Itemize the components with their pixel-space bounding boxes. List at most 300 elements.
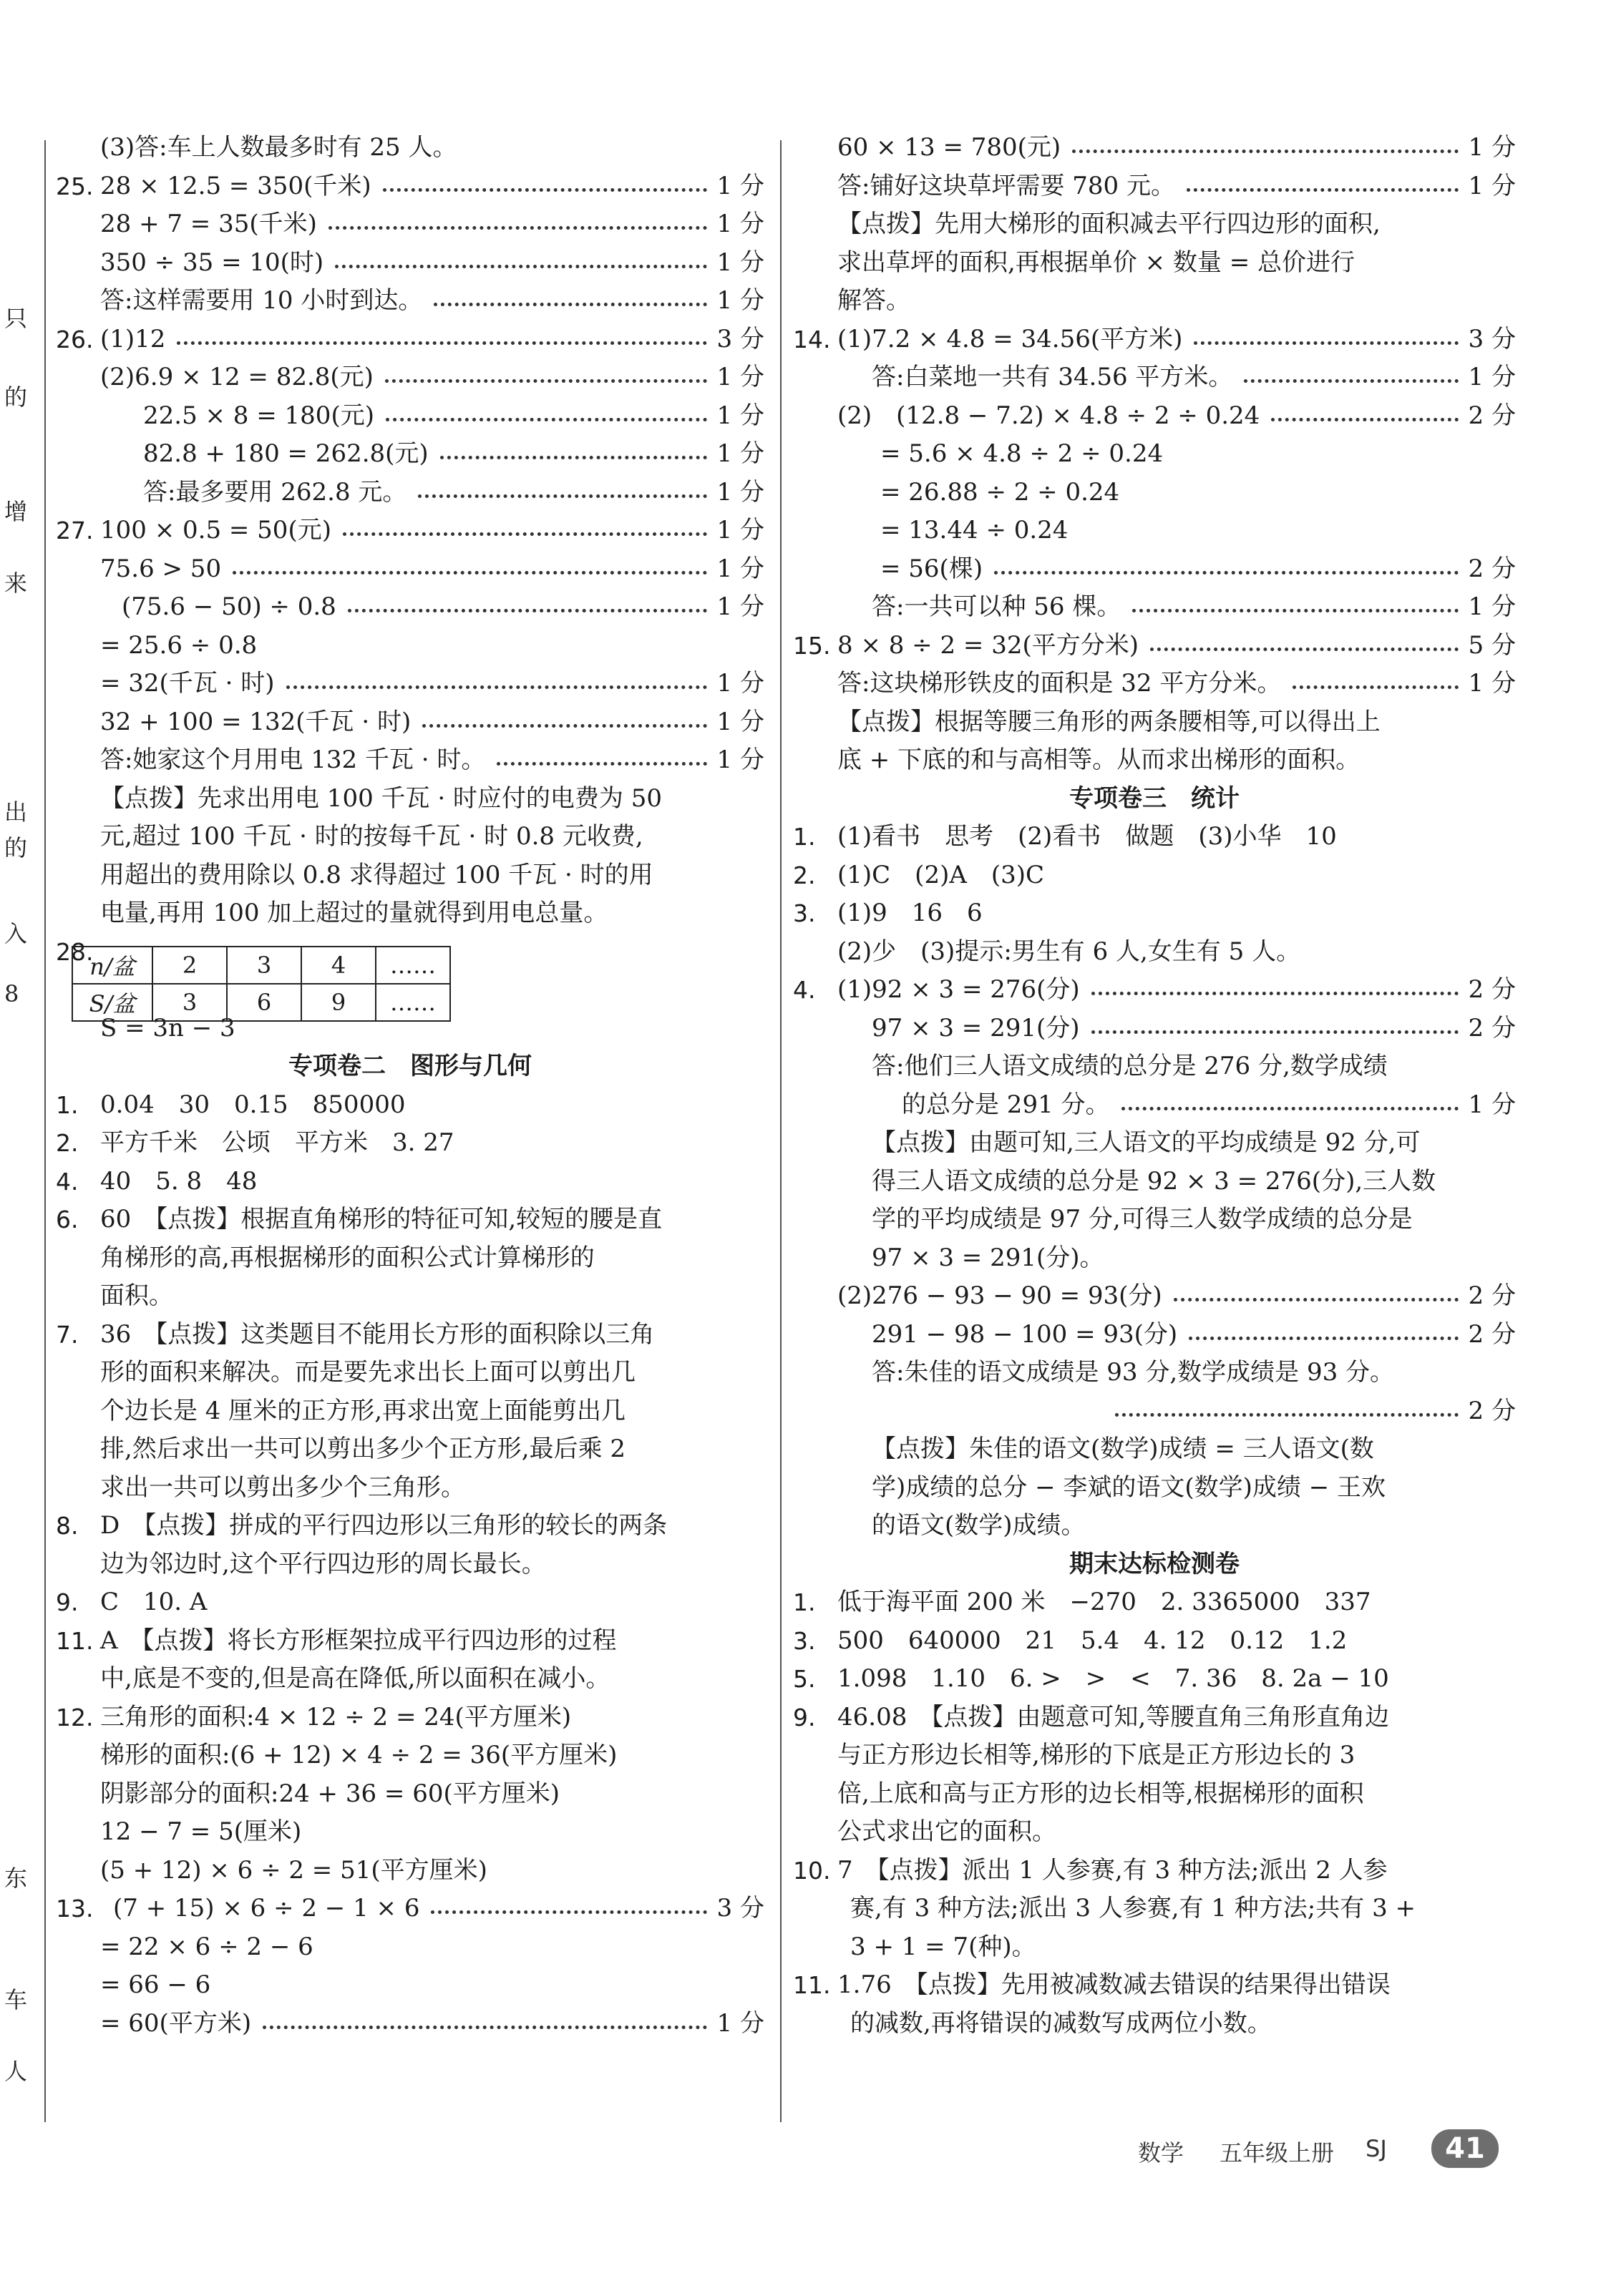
- answer-line: [56, 894, 764, 933]
- answer-line: [56, 1545, 764, 1584]
- answer-line: [793, 1966, 1516, 2005]
- score-label: 1 分: [716, 286, 764, 315]
- answer-text: 答:朱佳的语文成绩是 93 分,数学成绩是 93 分。: [872, 1358, 1395, 1387]
- section-heading: 专项卷二 图形与几何: [288, 1052, 532, 1080]
- answer-text: = 66 − 6: [100, 1970, 211, 1999]
- answer-line: [56, 665, 764, 703]
- score-label: 3 分: [716, 324, 764, 353]
- answer-line: [793, 1928, 1516, 1967]
- dot-leader: [263, 2005, 707, 2043]
- answer-text: 得三人语文成绩的总分是 92 × 3 = 276(分),三人数: [872, 1166, 1436, 1196]
- answer-text: 边为邻边时,这个平行四边形的周长最长。: [100, 1549, 546, 1578]
- score-label: 1 分: [716, 2008, 764, 2038]
- dot-leader: [497, 741, 707, 780]
- dot-leader: [431, 1890, 707, 1928]
- answer-text: 36 【点拨】这类题目不能用长方形的面积除以三角: [100, 1319, 655, 1349]
- question-number: 9.: [56, 1588, 79, 1616]
- score-label: 2 分: [1468, 975, 1516, 1004]
- answer-line: [793, 321, 1516, 359]
- answer-text: 求出草坪的面积,再根据单价 × 数量 = 总价进行: [837, 248, 1356, 277]
- answer-line: [793, 1736, 1516, 1775]
- answer-line: [56, 129, 764, 167]
- dot-leader: [1174, 1277, 1459, 1316]
- answer-line: [793, 1124, 1516, 1163]
- score-label: 1 分: [716, 171, 764, 200]
- score-label: 1 分: [1468, 1090, 1516, 1119]
- dot-leader: [1271, 397, 1459, 436]
- question-number: 4.: [793, 976, 816, 1004]
- question-number: 28.: [56, 937, 94, 966]
- answer-text: C 10. A: [100, 1588, 208, 1616]
- answer-line: [56, 358, 764, 397]
- answer-text: 梯形的面积:(6 + 12) × 4 ÷ 2 = 36(平方厘米): [100, 1741, 618, 1769]
- answer-text: 学的平均成绩是 97 分,可得三人数学成绩的总分是: [872, 1205, 1413, 1234]
- answer-line: [793, 627, 1516, 665]
- score-label: 5 分: [1468, 630, 1516, 660]
- score-label: 2 分: [1468, 1396, 1516, 1425]
- answer-line: [793, 894, 1516, 933]
- answer-text: (3)答:车上人数最多时有 25 人。: [100, 133, 457, 162]
- table-cell: 3: [227, 947, 301, 984]
- answer-line: [793, 1354, 1516, 1392]
- question-number: 1.: [793, 823, 816, 851]
- answer-text: 三角形的面积:4 × 12 ÷ 2 = 24(平方厘米): [100, 1702, 572, 1731]
- answer-text: 答:一共可以种 56 棵。: [872, 592, 1121, 621]
- dot-leader: [177, 321, 707, 359]
- dot-leader: [385, 358, 707, 397]
- question-number: 10.: [793, 1856, 831, 1885]
- answer-line: [56, 1469, 764, 1508]
- question-number: 27.: [56, 517, 94, 544]
- dot-leader: [1091, 971, 1459, 1010]
- score-label: 1 分: [716, 669, 764, 698]
- answer-text: 答:白菜地一共有 34.56 平方米。: [872, 363, 1233, 391]
- dot-leader: [386, 397, 707, 436]
- table-cell: ……: [376, 947, 450, 984]
- answer-line: [56, 1699, 764, 1737]
- left-margin-line: [44, 140, 46, 2122]
- table-cell: S/盆: [72, 984, 152, 1021]
- answer-line: [56, 1354, 764, 1392]
- answer-text: 底 + 下底的和与高相等。从而求出梯形的面积。: [837, 746, 1361, 774]
- question-number: 5.: [793, 1665, 816, 1693]
- answer-text: 【点拨】先用大梯形的面积减去平行四边形的面积,: [837, 210, 1381, 238]
- table-cell: 6: [227, 984, 301, 1021]
- dot-leader: [1121, 1086, 1459, 1125]
- section-heading: 期末达标检测卷: [1069, 1549, 1240, 1578]
- answer-text: 答:她家这个月用电 132 千瓦 · 时。: [100, 746, 486, 774]
- dot-leader: [1072, 129, 1459, 167]
- answer-line: [793, 1086, 1516, 1125]
- answer-line: [56, 780, 764, 819]
- answer-text: 解答。: [837, 286, 910, 315]
- answer-text: 40 5. 8 48: [100, 1166, 258, 1196]
- dot-leader: [1293, 665, 1459, 703]
- answer-line: [56, 397, 764, 436]
- edge-fragment: 的: [4, 834, 28, 861]
- answer-line: [56, 2005, 764, 2043]
- answer-line: [793, 1277, 1516, 1316]
- answer-line: [56, 1736, 764, 1775]
- answer-text: 46.08 【点拨】由题意可知,等腰直角三角形直角边: [837, 1702, 1390, 1731]
- answer-text: 1.098 1.10 6. > > < 7. 36 8. 2a − 10: [837, 1664, 1389, 1693]
- answer-line: [793, 1316, 1516, 1354]
- answer-line: [793, 933, 1516, 972]
- table-cell: n/盆: [72, 947, 152, 984]
- answer-text: = 5.6 × 4.8 ÷ 2 ÷ 0.24: [880, 439, 1164, 468]
- answer-line: [793, 282, 1516, 321]
- answer-text: 元,超过 100 千瓦 · 时的按每千瓦 · 时 0.8 元收费,: [100, 822, 643, 851]
- answer-line: [56, 474, 764, 512]
- dot-leader: [343, 512, 707, 550]
- answer-text: 求出一共可以剪出多少个三角形。: [100, 1472, 465, 1502]
- answer-text: 学)成绩的总分 − 李斌的语文(数学)成绩 − 王欢: [872, 1472, 1386, 1502]
- answer-text: 7 【点拨】派出 1 人参赛,有 3 种方法;派出 2 人参: [837, 1855, 1388, 1885]
- answer-text: 32 + 100 = 132(千瓦 · 时): [100, 707, 412, 736]
- answer-text: (1)92 × 3 = 276(分): [837, 975, 1080, 1004]
- answer-text: 500 640000 21 5.4 4. 12 0.12 1.2: [837, 1626, 1348, 1655]
- edge-fragment: 车: [4, 1986, 28, 2013]
- answer-line: [56, 1583, 764, 1622]
- left-column: [56, 129, 764, 2043]
- question-number: 2.: [793, 861, 816, 889]
- answer-text: 350 ÷ 35 = 10(时): [100, 248, 324, 277]
- answer-line: [793, 1890, 1516, 1928]
- answer-line: [56, 1813, 764, 1852]
- answer-line: [56, 1622, 764, 1661]
- answer-text: 97 × 3 = 291(分)。: [872, 1243, 1104, 1272]
- answer-text: (2)276 − 93 − 90 = 93(分): [837, 1281, 1162, 1310]
- answer-line: [56, 741, 764, 780]
- answer-text: 倍,上底和高与正方形的边长相等,根据梯形的面积: [837, 1779, 1364, 1808]
- edge-fragment: 增: [4, 498, 28, 525]
- answer-line: [793, 1239, 1516, 1278]
- answer-line: [56, 1124, 764, 1163]
- answer-line: [793, 1507, 1516, 1545]
- answer-line: [56, 550, 764, 589]
- table-cell: 3: [152, 984, 227, 1021]
- question-number: 26.: [56, 325, 94, 353]
- score-label: 2 分: [1468, 1013, 1516, 1042]
- edge-fragment: 出: [4, 798, 28, 826]
- answer-line: [793, 397, 1516, 436]
- score-label: 1 分: [1468, 592, 1516, 621]
- answer-text: 低于海平面 200 米 −270 2. 3365000 337: [837, 1588, 1371, 1616]
- answer-line: [793, 588, 1516, 627]
- answer-line: [793, 1430, 1516, 1469]
- answer-line: [793, 1392, 1516, 1431]
- score-label: 1 分: [716, 363, 764, 391]
- edge-fragment: 来: [4, 570, 28, 597]
- answer-line: [56, 703, 764, 742]
- dot-leader: [1244, 358, 1459, 397]
- answer-text: 60 × 13 = 780(元): [837, 133, 1061, 162]
- answer-line: [56, 205, 764, 244]
- answer-text: 公式求出它的面积。: [837, 1817, 1056, 1846]
- answer-text: 角梯形的高,再根据梯形的面积公式计算梯形的: [100, 1243, 595, 1272]
- answer-text: 28 × 12.5 = 350(千米): [100, 171, 371, 200]
- answer-line: [56, 1507, 764, 1545]
- answer-text: (1)看书 思考 (2)看书 做题 (3)小华 10: [837, 822, 1337, 851]
- answer-text: 答:这样需要用 10 小时到达。: [100, 286, 423, 315]
- answer-line: [56, 1430, 764, 1469]
- question-number: 12.: [56, 1703, 94, 1731]
- answer-text: = 56(棵): [880, 554, 983, 583]
- answer-text: (2) (12.8 − 7.2) × 4.8 ÷ 2 ÷ 0.24: [837, 401, 1260, 430]
- dot-leader: [335, 244, 707, 283]
- score-label: 2 分: [1468, 554, 1516, 583]
- question-number: 7.: [56, 1320, 79, 1349]
- answer-line: [793, 1047, 1516, 1086]
- answer-line: [56, 321, 764, 359]
- section-heading: 专项卷三 统计: [1069, 783, 1240, 813]
- answer-line: [56, 1660, 764, 1699]
- answer-text: 电量,再用 100 加上超过的量就得到用电总量。: [100, 899, 608, 927]
- answer-text: 答:这块梯形铁皮的面积是 32 平方分米。: [837, 669, 1282, 698]
- table-row: [72, 947, 450, 984]
- answer-text: (2)6.9 × 12 = 82.8(元): [100, 363, 374, 391]
- answer-text: (1)C (2)A (3)C: [837, 860, 1045, 889]
- answer-line: [793, 550, 1516, 589]
- answer-28-table: [72, 946, 451, 1022]
- answer-text: A 【点拨】将长方形框架拉成平行四边形的过程: [100, 1626, 617, 1655]
- score-label: 1 分: [1468, 363, 1516, 391]
- score-label: 1 分: [716, 210, 764, 238]
- answer-text: 12 − 7 = 5(厘米): [100, 1817, 302, 1846]
- answer-text: (1)9 16 6: [837, 899, 983, 927]
- answer-text: D 【点拨】拼成的平行四边形以三角形的较长的两条: [100, 1511, 668, 1540]
- answer-text: 中,底是不变的,但是高在降低,所以面积在减小。: [100, 1664, 610, 1693]
- dot-leader: [418, 474, 707, 512]
- answer-text: = 60(平方米): [100, 2008, 252, 2038]
- answer-text: = 26.88 ÷ 2 ÷ 0.24: [880, 477, 1120, 507]
- score-label: 1 分: [716, 516, 764, 544]
- answer-line: [793, 1010, 1516, 1048]
- answer-line: [56, 1928, 764, 1967]
- dot-leader: [286, 665, 707, 703]
- question-number: 1.: [793, 1588, 816, 1616]
- answer-line: [56, 1163, 764, 1201]
- answer-text: (1)7.2 × 4.8 = 34.56(平方米): [837, 324, 1183, 353]
- answer-line: [793, 1813, 1516, 1852]
- answer-line: [793, 2005, 1516, 2043]
- answer-text: 与正方形边长相等,梯形的下底是正方形边长的 3: [837, 1741, 1356, 1769]
- answer-line: [56, 167, 764, 206]
- table-cell: ……: [376, 984, 450, 1021]
- answer-line: [56, 856, 764, 895]
- table-row: [72, 984, 450, 1021]
- score-label: 3 分: [716, 1894, 764, 1923]
- question-number: 3.: [793, 1626, 816, 1655]
- edge-fragment: 只: [4, 305, 28, 332]
- answer-line: [56, 435, 764, 474]
- page-number-badge: 41: [1431, 2129, 1499, 2168]
- answer-text: (1)12: [100, 324, 166, 353]
- answer-line: [793, 818, 1516, 856]
- dot-leader: [1194, 321, 1459, 359]
- score-label: 3 分: [1468, 324, 1516, 353]
- question-number: 1.: [56, 1090, 79, 1119]
- question-number: 8.: [56, 1512, 79, 1540]
- dot-leader: [1187, 167, 1459, 206]
- score-label: 1 分: [1468, 669, 1516, 698]
- dot-leader: [434, 282, 707, 321]
- answer-text: 的减数,再将错误的减数写成两位小数。: [850, 2008, 1272, 2038]
- answer-line: [56, 282, 764, 321]
- question-number: 25.: [56, 172, 94, 200]
- answer-text: 100 × 0.5 = 50(元): [100, 516, 331, 544]
- answer-text: (5 + 12) × 6 ÷ 2 = 51(平方厘米): [100, 1855, 487, 1885]
- answer-text: 排,然后求出一共可以剪出多少个正方形,最后乘 2: [100, 1435, 626, 1463]
- answer-line: [793, 1469, 1516, 1508]
- answer-line: [56, 627, 764, 665]
- dot-leader: [994, 550, 1459, 589]
- answer-text: 赛,有 3 种方法;派出 3 人参赛,有 1 种方法;共有 3 +: [850, 1894, 1416, 1923]
- score-label: 1 分: [716, 592, 764, 621]
- answer-text: (75.6 − 50) ÷ 0.8: [122, 592, 336, 621]
- dot-leader: [328, 205, 707, 244]
- answer-line: [56, 244, 764, 283]
- answer-line: [793, 1163, 1516, 1201]
- edge-fragment: 东: [4, 1865, 28, 1892]
- answer-text: 1.76 【点拨】先用被减数减去错误的结果得出错误: [837, 1970, 1391, 1999]
- score-label: 2 分: [1468, 1319, 1516, 1349]
- answer-text: 个边长是 4 厘米的正方形,再求出宽上面能剪出几: [100, 1396, 626, 1425]
- answer-line: [56, 1890, 764, 1928]
- answer-line: [793, 971, 1516, 1010]
- question-number: 9.: [793, 1703, 816, 1731]
- answer-text: 【点拨】根据等腰三角形的两条腰相等,可以得出上: [837, 707, 1381, 736]
- answer-text: = 32(千瓦 · 时): [100, 669, 275, 698]
- answer-line: [793, 435, 1516, 474]
- answer-text: 【点拨】先求出用电 100 千瓦 · 时应付的电费为 50: [100, 783, 663, 813]
- answer-line: [793, 244, 1516, 283]
- answer-line: [56, 1239, 764, 1278]
- answer-text: 面积。: [100, 1281, 173, 1310]
- dot-leader: [422, 703, 707, 742]
- score-label: 1 分: [716, 746, 764, 774]
- table-cell: 2: [152, 947, 227, 984]
- answer-line: [56, 1277, 764, 1316]
- answer-line: [793, 205, 1516, 244]
- dot-leader: [1189, 1316, 1459, 1354]
- answer-text: = 13.44 ÷ 0.24: [880, 516, 1069, 544]
- footer-subject: 数学: [1138, 2139, 1184, 2166]
- answer-line: [793, 167, 1516, 206]
- answer-line: [56, 1201, 764, 1239]
- answer-line: [56, 1392, 764, 1431]
- edge-fragment: 人: [4, 2058, 28, 2085]
- answer-text: 0.04 30 0.15 850000: [100, 1090, 406, 1119]
- right-column: [793, 129, 1516, 2043]
- answer-line: [793, 665, 1516, 703]
- answer-text: 用超出的费用除以 0.8 求得超过 100 千瓦 · 时的用: [100, 860, 653, 889]
- score-label: 1 分: [716, 554, 764, 583]
- answer-line: [56, 1316, 764, 1354]
- answer-text: 【点拨】朱佳的语文(数学)成绩 = 三人语文(数: [872, 1435, 1374, 1463]
- question-number: 14.: [793, 325, 831, 353]
- dot-leader: [383, 167, 707, 206]
- question-number: 11.: [56, 1626, 94, 1655]
- answer-line: [793, 1699, 1516, 1737]
- footer-edition: SJ: [1366, 2135, 1387, 2162]
- score-label: 1 分: [1468, 133, 1516, 162]
- dot-leader: [1115, 1392, 1459, 1431]
- score-label: 2 分: [1468, 1281, 1516, 1310]
- answer-line: [793, 1775, 1516, 1814]
- answer-text: 22.5 × 8 = 180(元): [143, 401, 374, 430]
- score-label: 1 分: [716, 477, 764, 507]
- answer-text: 平方千米 公顷 平方米 3. 27: [100, 1128, 454, 1157]
- answer-text: (2)少 (3)提示:男生有 6 人,女生有 5 人。: [837, 937, 1301, 966]
- answer-text: 97 × 3 = 291(分): [872, 1013, 1080, 1042]
- dot-leader: [440, 435, 707, 474]
- answer-line: [793, 1660, 1516, 1699]
- table-cell: 4: [301, 947, 376, 984]
- answer-line: [56, 512, 764, 550]
- answer-line: [793, 856, 1516, 895]
- edge-fragment: 8: [4, 980, 19, 1007]
- answer-text: (7 + 15) × 6 ÷ 2 − 1 × 6: [113, 1894, 420, 1923]
- answer-text: 291 − 98 − 100 = 93(分): [872, 1319, 1178, 1349]
- answer-text: = 22 × 6 ÷ 2 − 6: [100, 1932, 313, 1961]
- answer-text: 答:他们三人语文成绩的总分是 276 分,数学成绩: [872, 1052, 1388, 1080]
- table-cell: 9: [301, 984, 376, 1021]
- answer-line: [793, 1583, 1516, 1622]
- answer-text: 75.6 > 50: [100, 554, 222, 583]
- question-number: 2.: [56, 1129, 79, 1157]
- column-divider: [780, 140, 782, 2122]
- answer-line: [793, 703, 1516, 742]
- answer-text: 60 【点拨】根据直角梯形的特征可知,较短的腰是直: [100, 1205, 663, 1234]
- answer-text: 3 + 1 = 7(种)。: [850, 1932, 1036, 1961]
- answer-text: S = 3n − 3: [100, 1013, 235, 1042]
- question-number: 11.: [793, 1971, 831, 1999]
- answer-text: 28 + 7 = 35(千米): [100, 210, 317, 238]
- answer-line: [793, 129, 1516, 167]
- answer-line: [793, 474, 1516, 512]
- score-label: 1 分: [716, 707, 764, 736]
- question-number: 3.: [793, 899, 816, 927]
- answer-text: 形的面积来解决。而是要先求出长上面可以剪出几: [100, 1358, 636, 1387]
- dot-leader: [233, 550, 707, 589]
- edge-fragment: 入: [4, 920, 28, 947]
- dot-leader: [348, 588, 707, 627]
- dot-leader: [1091, 1010, 1459, 1048]
- dot-leader: [1150, 627, 1459, 665]
- answer-line: [56, 818, 764, 856]
- answer-text: = 25.6 ÷ 0.8: [100, 630, 258, 660]
- answer-line: [793, 1852, 1516, 1890]
- answer-text: 8 × 8 ÷ 2 = 32(平方分米): [837, 630, 1139, 660]
- answer-line: [56, 1966, 764, 2005]
- answer-text: 的总分是 291 分。: [902, 1090, 1110, 1119]
- dot-leader: [1132, 588, 1459, 627]
- question-number: 15.: [793, 631, 831, 660]
- answer-text: 【点拨】由题可知,三人语文的平均成绩是 92 分,可: [872, 1128, 1421, 1157]
- footer-grade: 五年级上册: [1220, 2139, 1335, 2166]
- answer-text: 82.8 + 180 = 262.8(元): [143, 439, 429, 468]
- answer-line: [56, 1852, 764, 1890]
- question-number: 4.: [56, 1167, 79, 1196]
- score-label: 1 分: [716, 401, 764, 430]
- question-number: 6.: [56, 1206, 79, 1234]
- answer-line: [56, 1086, 764, 1125]
- score-label: 1 分: [716, 248, 764, 277]
- answer-line: [56, 588, 764, 627]
- answer-line: [793, 741, 1516, 780]
- score-label: 1 分: [716, 439, 764, 468]
